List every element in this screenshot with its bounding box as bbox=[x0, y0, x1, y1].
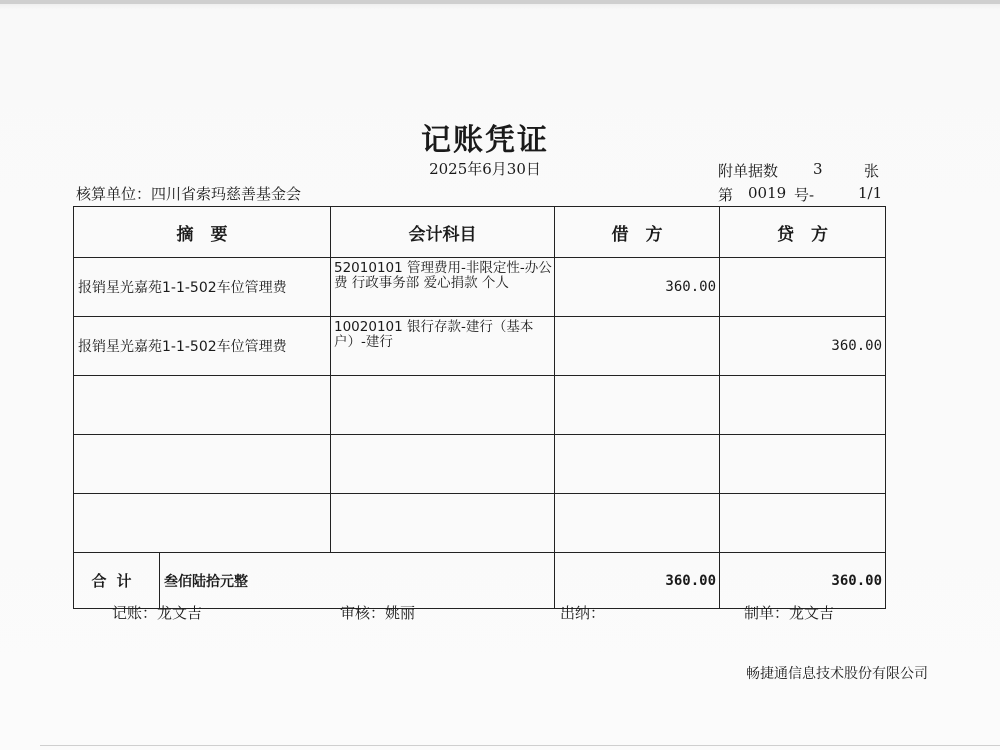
voucher-date: 2025年6月30日 bbox=[429, 160, 541, 178]
header-account: 会计科目 bbox=[331, 207, 555, 258]
row-summary bbox=[74, 376, 331, 435]
header-debit: 借 方 bbox=[555, 207, 720, 258]
row-account: 52010101 管理费用-非限定性-办公费 行政事务部 爱心捐款 个人 bbox=[331, 258, 555, 317]
bookkeeper-name: 龙文吉 bbox=[157, 604, 203, 622]
row-debit bbox=[555, 317, 720, 376]
voucher-table bbox=[73, 206, 886, 609]
cashier-signature bbox=[560, 602, 605, 623]
row-summary: 报销星光嘉苑1-1-502车位管理费 bbox=[74, 317, 331, 376]
voucher-number-value: 0019 bbox=[748, 184, 787, 202]
voucher-number-suffix: 号- bbox=[794, 186, 815, 204]
row-debit: 360.00 bbox=[555, 258, 720, 317]
table-row bbox=[74, 435, 886, 494]
total-amount-words: 叁佰陆拾元整 bbox=[160, 553, 555, 609]
preparer-label: 制单： bbox=[744, 604, 790, 622]
row-debit bbox=[555, 435, 720, 494]
cashier-label: 出纳： bbox=[560, 604, 606, 622]
total-credit: 360.00 bbox=[720, 553, 886, 609]
header-credit: 贷 方 bbox=[720, 207, 886, 258]
preparer-name: 龙文吉 bbox=[789, 604, 835, 622]
bookkeeper-label: 记账： bbox=[112, 604, 158, 622]
total-debit: 360.00 bbox=[555, 553, 720, 609]
total-row bbox=[74, 553, 886, 609]
total-label: 合计 bbox=[74, 553, 160, 609]
attachment-unit: 张 bbox=[864, 162, 880, 180]
preparer-signature bbox=[744, 602, 834, 623]
attachment-number: 3 bbox=[813, 160, 823, 178]
row-summary: 报销星光嘉苑1-1-502车位管理费 bbox=[74, 258, 331, 317]
header-summary: 摘 要 bbox=[74, 207, 331, 258]
row-credit bbox=[720, 435, 886, 494]
accounting-unit-label: 核算单位： bbox=[76, 185, 152, 203]
table-row bbox=[74, 317, 886, 376]
row-summary bbox=[74, 435, 331, 494]
row-account bbox=[331, 435, 555, 494]
scan-edge-bottom bbox=[40, 745, 1000, 746]
auditor-label: 审核： bbox=[340, 604, 386, 622]
table-row bbox=[74, 376, 886, 435]
table-row bbox=[74, 494, 886, 553]
bookkeeper-signature bbox=[112, 602, 202, 623]
row-credit: 360.00 bbox=[720, 317, 886, 376]
voucher-title: 记账凭证 bbox=[421, 123, 549, 158]
row-account bbox=[331, 494, 555, 553]
row-debit bbox=[555, 494, 720, 553]
voucher-page: 1/1 bbox=[858, 184, 883, 202]
attachment-label: 附单据数 bbox=[718, 162, 779, 180]
auditor-name: 姚丽 bbox=[385, 604, 416, 622]
table-row bbox=[74, 258, 886, 317]
row-credit bbox=[720, 258, 886, 317]
row-credit bbox=[720, 376, 886, 435]
row-debit bbox=[555, 376, 720, 435]
table-header-row bbox=[74, 207, 886, 258]
accounting-unit bbox=[76, 183, 301, 204]
accounting-unit-value: 四川省索玛慈善基金会 bbox=[151, 185, 302, 203]
software-vendor: 畅捷通信息技术股份有限公司 bbox=[746, 666, 928, 682]
auditor-signature bbox=[340, 602, 415, 623]
row-account: 10020101 银行存款-建行（基本户）-建行 bbox=[331, 317, 555, 376]
voucher-number-prefix: 第 bbox=[718, 186, 734, 204]
row-summary bbox=[74, 494, 331, 553]
row-credit bbox=[720, 494, 886, 553]
row-account bbox=[331, 376, 555, 435]
scan-edge-top bbox=[0, 0, 1000, 4]
